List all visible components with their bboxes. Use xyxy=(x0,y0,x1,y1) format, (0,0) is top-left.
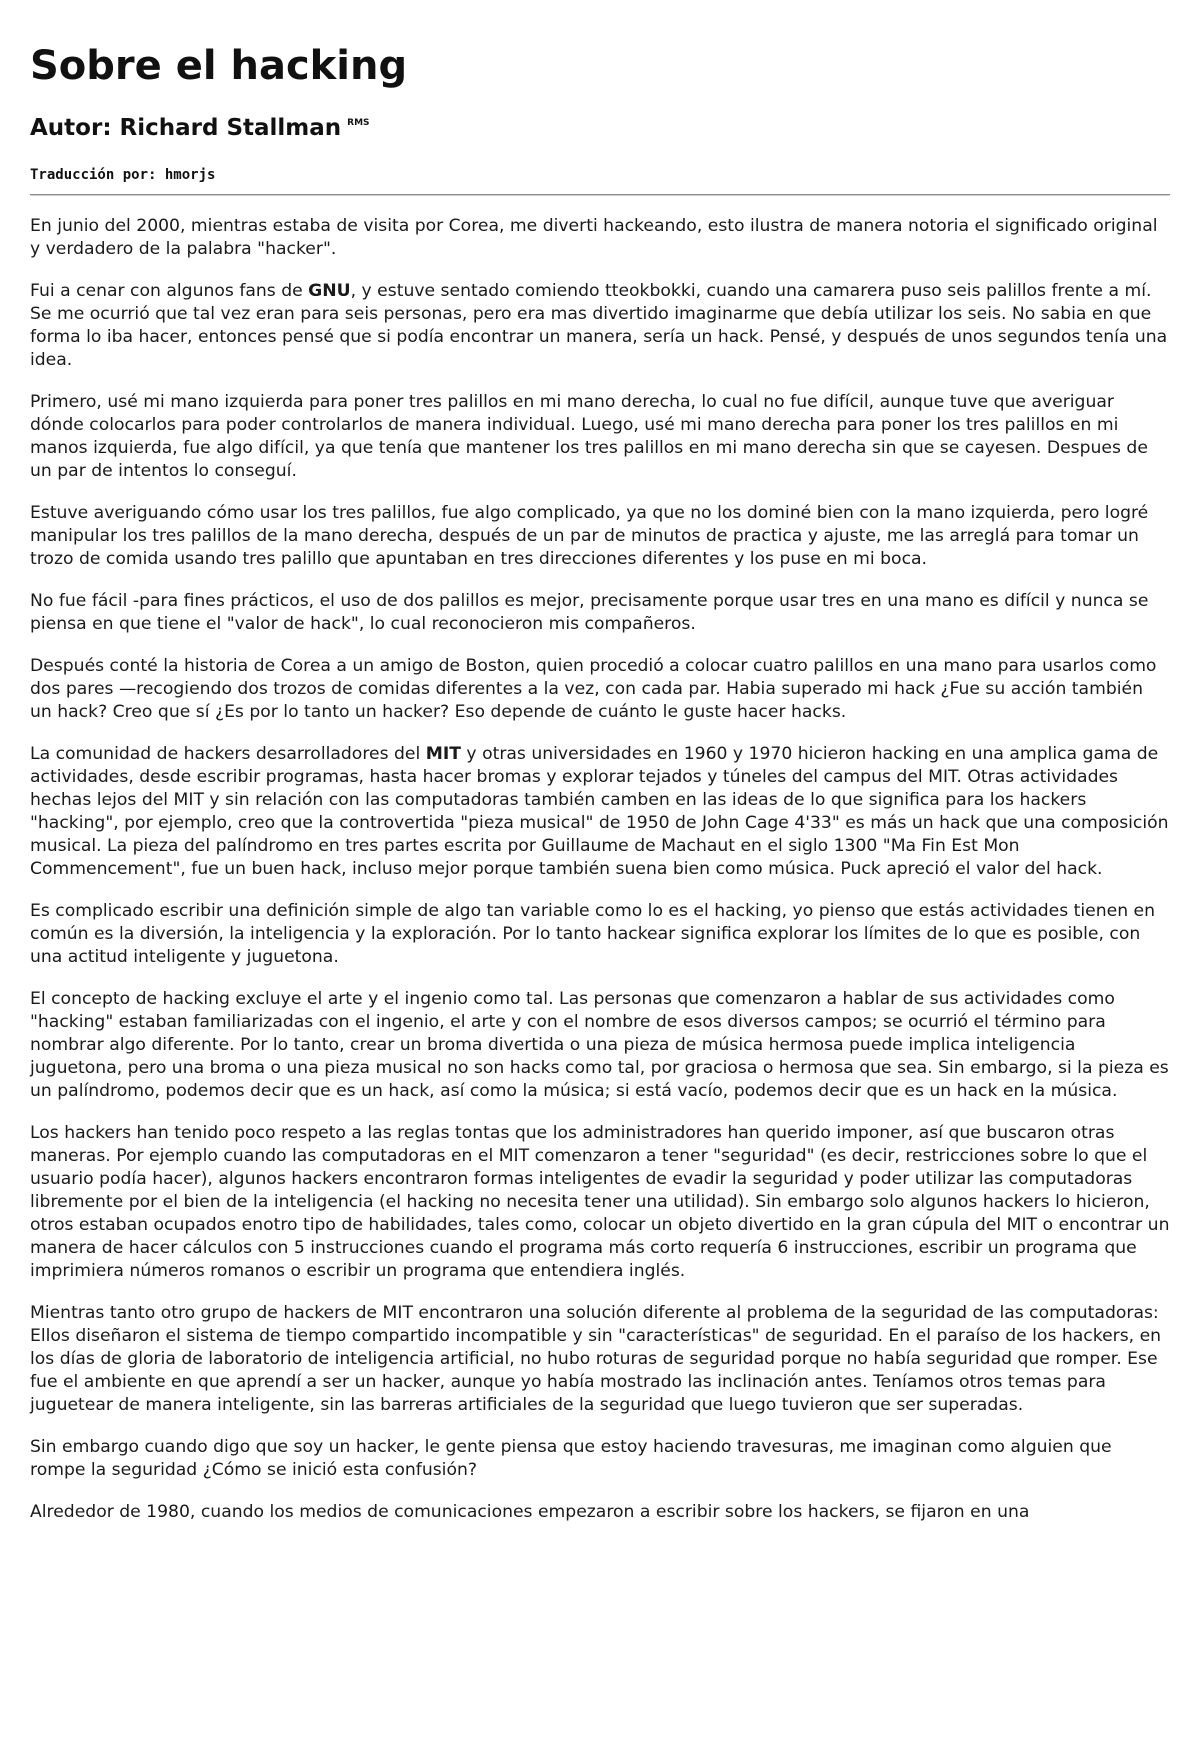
author-superscript: RMS xyxy=(347,118,370,128)
author-line xyxy=(30,108,1170,143)
article-paragraph: Después conté la historia de Corea a un amigo de Boston, quien procedió a colocar cuatro palillos en una mano para usarlos como dos pares —recogiendo dos trozos de comidas diferentes a la vez, con cada par. Habia superado mi hack ¿Fue su acción también un hack? Creo que sí ¿Es por lo tanto un hacker? Eso depende de cuánto le guste hacer hacks. xyxy=(30,656,1157,722)
bold-term: MIT xyxy=(425,744,461,764)
article-paragraph: La comunidad de hackers desarrolladores del MIT y otras universidades en 1960 y 1970 hicieron hacking en una amplica gama de actividades, desde escribir programas, hasta hacer bromas y explorar tejados y túneles del campus del MIT. Otras actividades hechas lejos del MIT y sin relación con las computadoras también camben en las ideas de lo que significa para los hackers "hacking", por ejemplo, creo que la controvertida "pieza musical" de 1950 de John Cage 4'33" es más un hack que una composición musical. La pieza del palíndromo en tres partes escrita por Guillaume de Machaut en el siglo 1300 "Ma Fin Est Mon Commencement", fue un buen hack, incluso mejor porque también suena bien como música. Puck apreció el valor del hack. xyxy=(30,744,1169,879)
page-title: Sobre el hacking xyxy=(30,43,408,89)
article-paragraph: El concepto de hacking excluye el arte y el ingenio como tal. Las personas que comenzaron a hablar de sus actividades como "hacking" estaban familiarizadas con el ingenio, el arte y con el nombre de esos diversos campos; se ocurrió el término para nombrar algo diferente. Por lo tanto, crear un broma divertida o una pieza de música hermosa puede implica inteligencia juguetona, pero una broma o una pieza musical no son hacks como tal, por graciosa o hermosa que sea. Sin embargo, si la pieza es un palíndromo, podemos decir que es un hack, así como la música; si está vacío, podemos decir que es un hack en la música. xyxy=(30,989,1169,1101)
article-paragraph: Mientras tanto otro grupo de hackers de MIT encontraron una solución diferente al problema de la seguridad de las computadoras: Ellos diseñaron el sistema de tiempo compartido incompatible y sin "características" de seguridad. En el paraíso de los hackers, en los días de gloria de laboratorio de inteligencia artificial, no hubo roturas de seguridad porque no había seguridad que romper. Ese fue el ambiente en que aprendí a ser un hacker, aunque yo había mostrado las inclinación antes. Teníamos otros temas para juguetear de manera inteligente, sin las barreras artificiales de la seguridad que luego tuvieron que ser superadas. xyxy=(30,1303,1162,1415)
header-divider xyxy=(30,194,1170,196)
article-paragraph: Alrededor de 1980, cuando los medios de comunicaciones empezaron a escribir sobre los hackers, se fijaron en una xyxy=(30,1502,1030,1522)
article-paragraph: Estuve averiguando cómo usar los tres palillos, fue algo complicado, ya que no los dominé bien con la mano izquierda, pero logré manipular los tres palillos de la mano derecha, después de un par de minutos de practica y ajuste, me las arreglá para tomar un trozo de comida usando tres palillo que apuntaban en tres direcciones diferentes y los puse en mi boca. xyxy=(30,503,1149,569)
article-paragraph: Los hackers han tenido poco respeto a las reglas tontas que los administradores han querido imponer, así que buscaron otras maneras. Por ejemplo cuando las computadoras en el MIT comenzaron a tener "seguridad" (es decir, restricciones sobre lo que el usuario podía hacer), algunos hackers encontraron formas inteligentes de evadir la seguridad y poder utilizar las computadoras libremente por el bien de la inteligencia (el hacking no necesita tener una utilidad). Sin embargo solo algunos hackers lo hicieron, otros estaban ocupados enotro tipo de habilidades, tales como, colocar un objeto divertido en la gran cúpula del MIT o encontrar un manera de hacer cálculos con 5 instrucciones cuando el programa más corto requería 6 instrucciones, escribir un programa que imprimiera números romanos o escribir un programa que entendiera inglés. xyxy=(30,1123,1170,1281)
article-paragraph: No fue fácil -para fines prácticos, el uso de dos palillos es mejor, precisamente porque usar tres en una mano es difícil y nunca se piensa en que tiene el "valor de hack", lo cual reconocieron mis compañeros. xyxy=(30,591,1149,634)
article-paragraph: Sin embargo cuando digo que soy un hacker, le gente piensa que estoy haciendo travesuras, me imaginan como alguien que rompe la seguridad ¿Cómo se inició esta confusión? xyxy=(30,1437,1112,1480)
article-paragraph: En junio del 2000, mientras estaba de visita por Corea, me diverti hackeando, esto ilustra de manera notoria el significado original y verdadero de la palabra "hacker". xyxy=(30,216,1158,259)
article-paragraph: Es complicado escribir una definición simple de algo tan variable como lo es el hacking, yo pienso que estás actividades tienen en común es la diversión, la inteligencia y la exploración. Por lo tanto hackear significa explorar los límites de lo que es posible, con una actitud inteligente y juguetona. xyxy=(30,901,1156,967)
article-paragraph: Primero, usé mi mano izquierda para poner tres palillos en mi mano derecha, lo cual no fue difícil, aunque tuve que averiguar dónde colocarlos para poder controlarlos de manera individual. Luego, usé mi mano derecha para poner los tres palillos en mi manos izquierda, fue algo difícil, ya que tenía que mantener los tres palillos en mi mano derecha sin que se cayesen. Despues de un par de intentos lo conseguí. xyxy=(30,392,1148,481)
article-paragraph: Fui a cenar con algunos fans de GNU, y estuve sentado comiendo tteokbokki, cuando una camarera puso seis palillos frente a mí. Se me ocurrió que tal vez eran para seis personas, pero era mas divertido imaginarme que debía utilizar los seis. No sabia en que forma lo iba hacer, entonces pensé que si podía encontrar un manera, sería un hack. Pensé, y después de unos segundos tenía una idea. xyxy=(30,281,1168,370)
translator-line: Traducción por: hmorjs xyxy=(30,167,216,183)
author-label: Autor: Richard Stallman xyxy=(30,115,342,141)
bold-term: GNU xyxy=(308,281,351,301)
article-body xyxy=(30,215,1170,1524)
document-page xyxy=(0,42,1200,1524)
